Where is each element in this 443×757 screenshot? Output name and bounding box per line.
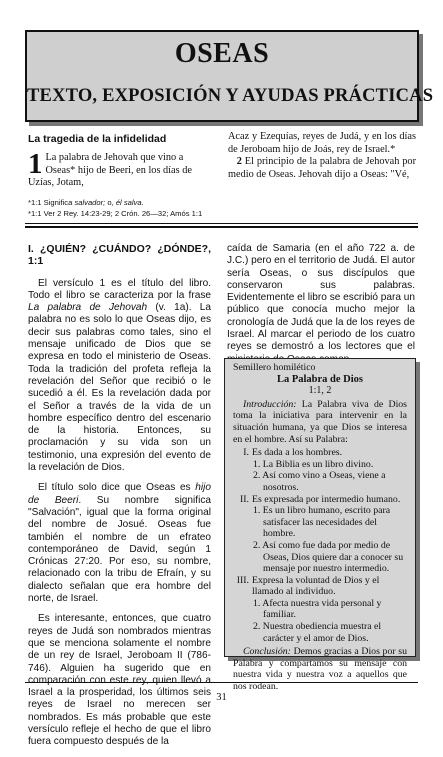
p1-c: (v. 1a). La palabra no es solo lo que Oseas dijo, es decir sus palabras como tales, sino el mensaje unificado de Dios que se expresa en todo el ministerio de Oseas. Toda la tradición del profeta refleja la revelación del Señor que recibió o le sucedió a él. Es la revelación dada por el Señor a través de la vida de un hombre específico dentro del escenario de la historia. Entonces, su proclamación y su vida son un testimonio, una expresión del evento de la revelación de Dios.	[28, 302, 212, 474]
bible-text-col1	[28, 148, 213, 190]
p2-a: El título solo dice que Oseas es	[38, 482, 196, 494]
outline-point	[233, 447, 407, 459]
page-number: 31	[216, 692, 227, 703]
point-number: III.	[236, 574, 249, 586]
bible-text-verse1-cont: Acaz y Ezequías, reyes de Judá, y en los días de Jeroboam hijo de Joás, rey de Israel.*	[228, 131, 416, 155]
point-text: Es dada a los hombres.	[252, 447, 343, 459]
outline-point	[233, 494, 407, 506]
footer-divider	[25, 682, 418, 683]
sermon-outline-box	[224, 358, 416, 693]
outline-subpoint: 2. Nuestra obediencia muestra el carácter y el amor de Dios.	[253, 621, 382, 644]
conclusion-text: Demos gracias a Dios por su Palabra y compartamos su mensaje con nuestra vida y nuestra voz a aquellos que nos rodean.	[233, 646, 407, 693]
commentary-paragraph: caída de Samaria (en el año 722 a. de J.C.) pero en el territorio de Judá. El autor sería Oseas, o sus discípulos que conservaron sus palabras. Evidentemente el libro se escribió para un público que conocía mucho mejor la cronología de Judá que la de los reyes de Israel. Al marcar el periodo de los cuatro reyes se demostró a los lectores que el	[227, 243, 415, 353]
commentary-paragraph: Es interesante, entonces, que cuatro reyes de Judá son nombrados mientras que se menciona solamente el nombre de un rey de Israel, Jeroboam II (786-746). Alguien ha sugerido que en comparación con este rey, quien llevó a Israel a la prosperidad, los últimos seis reyes de Israel no merecen ser nombrados. Es más probable que este versículo refleje el hecho de que el libro fuera compuesto después de la	[28, 613, 211, 748]
intro-label: Introducción:	[243, 398, 297, 410]
commentary-paragraph	[28, 278, 211, 475]
footnote-1-a: *1:1 Significa	[28, 198, 75, 207]
bible-text-verse1: La palabra de Jehovah que vino a Oseas* hijo de Beeri, en los días de Uzías, Jotam,	[28, 152, 192, 188]
outline-introduction	[233, 399, 407, 445]
point-number: II.	[240, 493, 249, 505]
p2-b: hijo de Beeri	[28, 482, 211, 506]
outline-title: La Palabra de Dios	[276, 373, 364, 385]
outline-conclusion	[233, 646, 407, 692]
footnote-1	[28, 197, 418, 208]
outline-label: Semillero homilético	[233, 362, 316, 373]
p1-b: La palabra de Jehovah	[28, 302, 148, 314]
divider	[25, 223, 418, 224]
outline-point	[233, 575, 407, 598]
outline-subpoint: 1. Es un libro humano, escrito para satisfacer las necesidades del hombre.	[253, 505, 391, 540]
footnote-1-b: salvador;	[74, 198, 106, 207]
commentary-right-column	[227, 243, 415, 374]
book-subtitle: TEXTO, EXPOSICIÓN Y AYUDAS PRÁCTICAS	[27, 86, 434, 106]
commentary-heading: I. ¿QUIÉN? ¿CUÁNDO? ¿DÓNDE?, 1:1	[28, 243, 211, 268]
p1-a: El versículo 1 es el título del libro. Todo el libro se caracteriza por la frase	[28, 277, 211, 301]
p2-c: . Su nombre significa "Salvación", igual que la forma original del nombre de Josué. Oseas fue también el nombre de un efrateo contemporáneo de David, según 1 Crónicas 27:20. Por eso, su nombre, relacionado con la tribu de Efraín, y su dialecto señalan que era hombre del norte, de Israel.	[28, 494, 211, 605]
outline-subpoint: 2. Así como vino a Oseas, viene a nosotros.	[253, 470, 386, 493]
outline-reference: 1:1, 2	[308, 385, 332, 397]
book-title: OSEAS	[174, 38, 270, 69]
commentary-paragraph	[28, 482, 211, 605]
verse-number-drop-cap: 1	[28, 148, 43, 180]
point-text: Es expresada por intermedio humano.	[252, 493, 401, 505]
footnotes	[28, 197, 418, 219]
outline-subpoint: 2. Así como fue dada por medio de Oseas, Dios quiere dar a conocer su mensaje por nuestro intermedio.	[253, 539, 404, 575]
footnote-2: *1:1 Ver 2 Rey. 14:23-29; 2 Crón. 26—32; Amós 1:1	[28, 209, 203, 218]
section-heading: La tragedia de la infidelidad	[28, 133, 167, 145]
bible-text-col2	[228, 131, 416, 181]
footnote-1-c: o,	[105, 198, 116, 207]
conclusion-label: Conclusión:	[243, 646, 291, 658]
verse-number-2: 2	[236, 156, 242, 167]
footnote-1-d: él salva.	[115, 198, 144, 207]
intro-text: La Palabra viva de Dios toma la iniciativa para intervenir en la situación humana, ya que Dios se interesa en el hombre. Así su Palabra:	[233, 398, 407, 445]
bible-text-verse2: El principio de la palabra de Jehovah por medio de Oseas. Jehovah dijo a Oseas: "Vé,	[228, 156, 417, 180]
point-number: I.	[243, 447, 249, 459]
outline-subpoint: 1. La Biblia es un libro divino.	[253, 458, 374, 470]
outline-subpoint: 1. Afecta nuestra vida personal y familiar.	[253, 597, 382, 621]
divider-thick	[25, 226, 418, 228]
commentary-left-column	[28, 243, 211, 757]
title-box	[25, 30, 434, 122]
point-text: Expresa la voluntad de Dios y el llamado al individuo.	[252, 574, 380, 598]
